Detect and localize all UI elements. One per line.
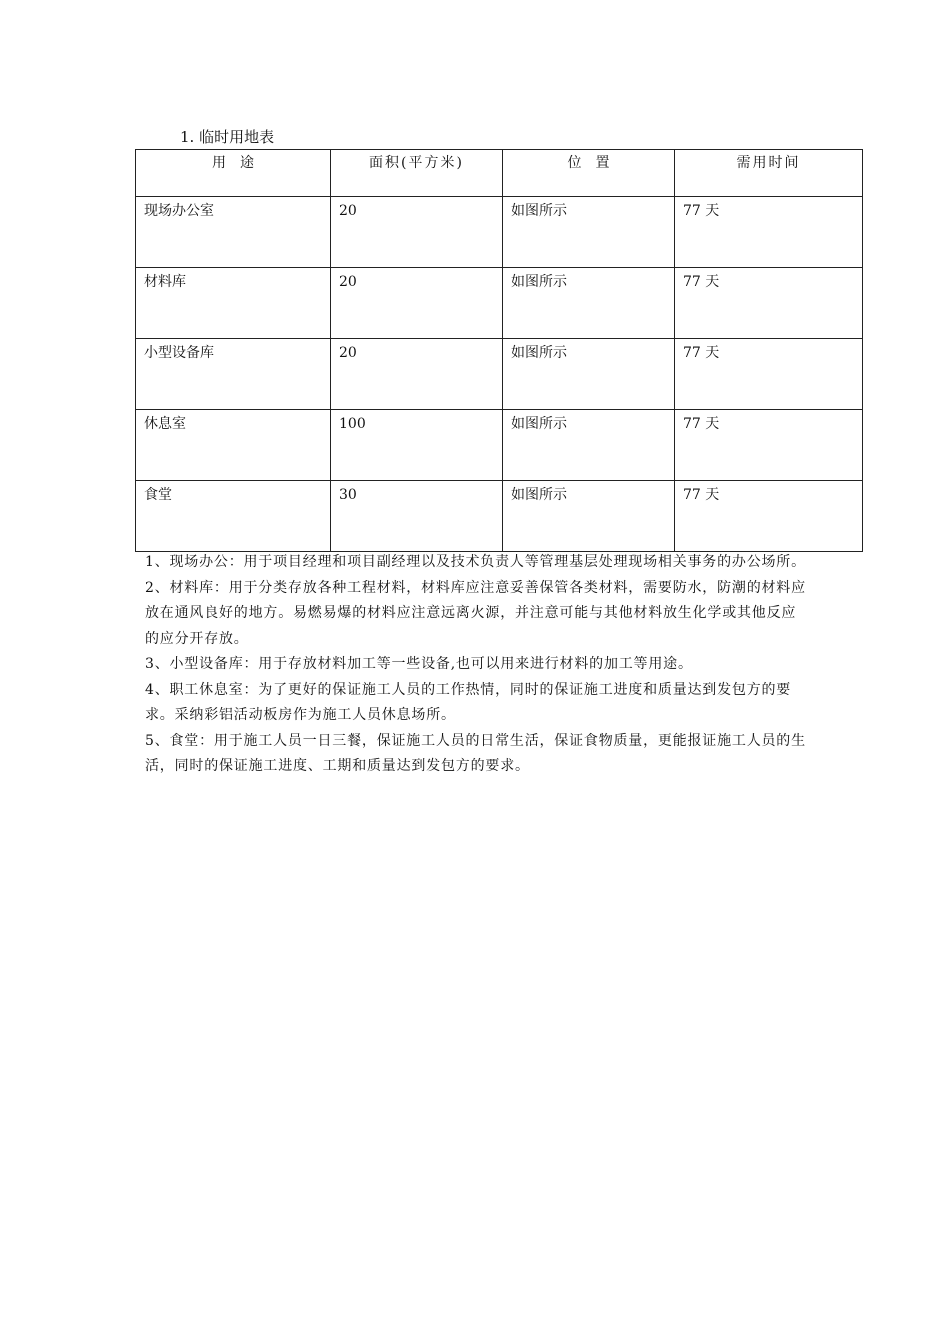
cell-area: 20	[331, 197, 503, 268]
table-row	[136, 481, 863, 552]
header-location: 位 置	[503, 150, 675, 197]
cell-location: 如图所示	[503, 481, 675, 552]
note-paragraph: 2、材料库：用于分类存放各种工程材料，材料库应注意妥善保管各类材料，需要防水，防潮的材料应放在通风良好的地方。易燃易爆的材料应注意远离火源，并注意可能与其他材料放生化学或其他反应的应分开存放。	[145, 579, 806, 647]
cell-area: 20	[331, 339, 503, 410]
cell-area: 20	[331, 268, 503, 339]
cell-location: 如图所示	[503, 197, 675, 268]
cell-location: 如图所示	[503, 339, 675, 410]
cell-area: 100	[331, 410, 503, 481]
cell-purpose: 食堂	[136, 481, 331, 552]
note-paragraph: 5、食堂：用于施工人员一日三餐，保证施工人员的日常生活，保证食物质量，更能报证施工人员的生活，同时的保证施工进度、工期和质量达到发包方的要求。	[145, 732, 806, 774]
table-row	[136, 410, 863, 481]
cell-duration: 77 天	[675, 197, 863, 268]
table-row	[136, 339, 863, 410]
cell-location: 如图所示	[503, 268, 675, 339]
cell-duration: 77 天	[675, 410, 863, 481]
cell-location: 如图所示	[503, 410, 675, 481]
cell-purpose: 现场办公室	[136, 197, 331, 268]
header-duration: 需用时间	[675, 150, 863, 197]
header-area: 面积(平方米)	[331, 150, 503, 197]
table-caption: 1. 临时用地表	[180, 128, 275, 146]
cell-area: 30	[331, 481, 503, 552]
table-row	[136, 268, 863, 339]
cell-purpose: 材料库	[136, 268, 331, 339]
table-row	[136, 197, 863, 268]
note-paragraph: 4、职工休息室：为了更好的保证施工人员的工作热情，同时的保证施工进度和质量达到发包方的要求。采纳彩铝活动板房作为施工人员休息场所。	[145, 681, 792, 723]
cell-duration: 77 天	[675, 339, 863, 410]
table-header-row	[136, 150, 863, 197]
cell-duration: 77 天	[675, 268, 863, 339]
cell-duration: 77 天	[675, 481, 863, 552]
land-use-table	[135, 149, 863, 552]
notes-section	[145, 550, 810, 780]
note-paragraph: 1、现场办公：用于项目经理和项目副经理以及技术负责人等管理基层处理现场相关事务的办公场所。	[145, 554, 806, 570]
cell-purpose: 休息室	[136, 410, 331, 481]
header-purpose: 用 途	[136, 150, 331, 197]
note-paragraph: 3、小型设备库：用于存放材料加工等一些设备,也可以用来进行材料的加工等用途。	[145, 656, 693, 672]
cell-purpose: 小型设备库	[136, 339, 331, 410]
